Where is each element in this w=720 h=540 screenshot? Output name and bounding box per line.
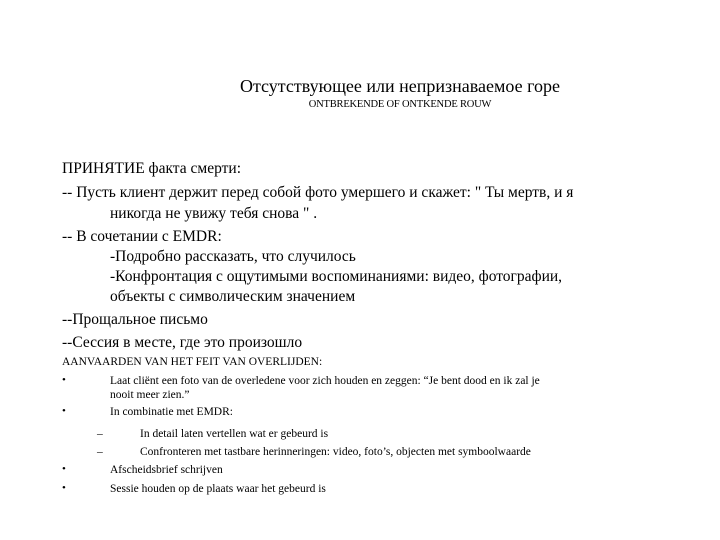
slide-subtitle: ONTBREKENDE OF ONTKENDE ROUW: [308, 99, 492, 110]
nl-bullet-emdr: In combinatie met EMDR:: [110, 406, 233, 418]
ru-line-confront-cont: объекты с символическим значением: [110, 288, 356, 305]
ru-line-confront: -Конфронтация с ощутимыми воспоминаниями: видео, фотографии,: [110, 268, 563, 285]
slide-title: Отсутствующее или непризнаваемое горе: [239, 76, 561, 96]
nl-bullet-session: Sessie houden op de plaats waar het gebeurd is: [110, 483, 326, 495]
bullet-2: •: [62, 405, 66, 417]
ru-line-session: --Сессия в месте, где это произошло: [62, 334, 303, 351]
ru-line-photo: -- Пусть клиент держит перед собой фото умершего и скажет: " Ты мертв, и я: [62, 184, 574, 201]
nl-bullet-photo: Laat cliënt een foto van de overledene voor zich houden en zeggen: “Je bent dood en ik zal je: [110, 375, 540, 387]
dash-2: –: [97, 446, 103, 458]
nl-bullet-photo-cont: nooit meer zien.”: [110, 389, 190, 401]
nl-heading: AANVAARDEN VAN HET FEIT VAN OVERLIJDEN:: [62, 356, 323, 368]
ru-line-photo-cont: никогда не увижу тебя снова " .: [110, 205, 318, 222]
ru-line-detail: -Подробно рассказать, что случилось: [110, 248, 356, 265]
nl-sub-confront: Confronteren met tastbare herinneringen: video, foto’s, objecten met symboolwaarde: [140, 446, 531, 458]
ru-line-emdr: -- В сочетании с EMDR:: [62, 228, 222, 245]
nl-sub-detail: In detail laten vertellen wat er gebeurd is: [140, 428, 329, 440]
bullet-1: •: [62, 374, 66, 386]
ru-line-acceptance: ПРИНЯТИЕ факта смерти:: [62, 160, 241, 177]
bullet-4: •: [62, 482, 66, 494]
bullet-3: •: [62, 463, 66, 475]
ru-line-letter: --Прощальное письмо: [62, 311, 208, 328]
dash-1: –: [97, 428, 103, 440]
nl-bullet-letter: Afscheidsbrief schrijven: [110, 464, 223, 476]
